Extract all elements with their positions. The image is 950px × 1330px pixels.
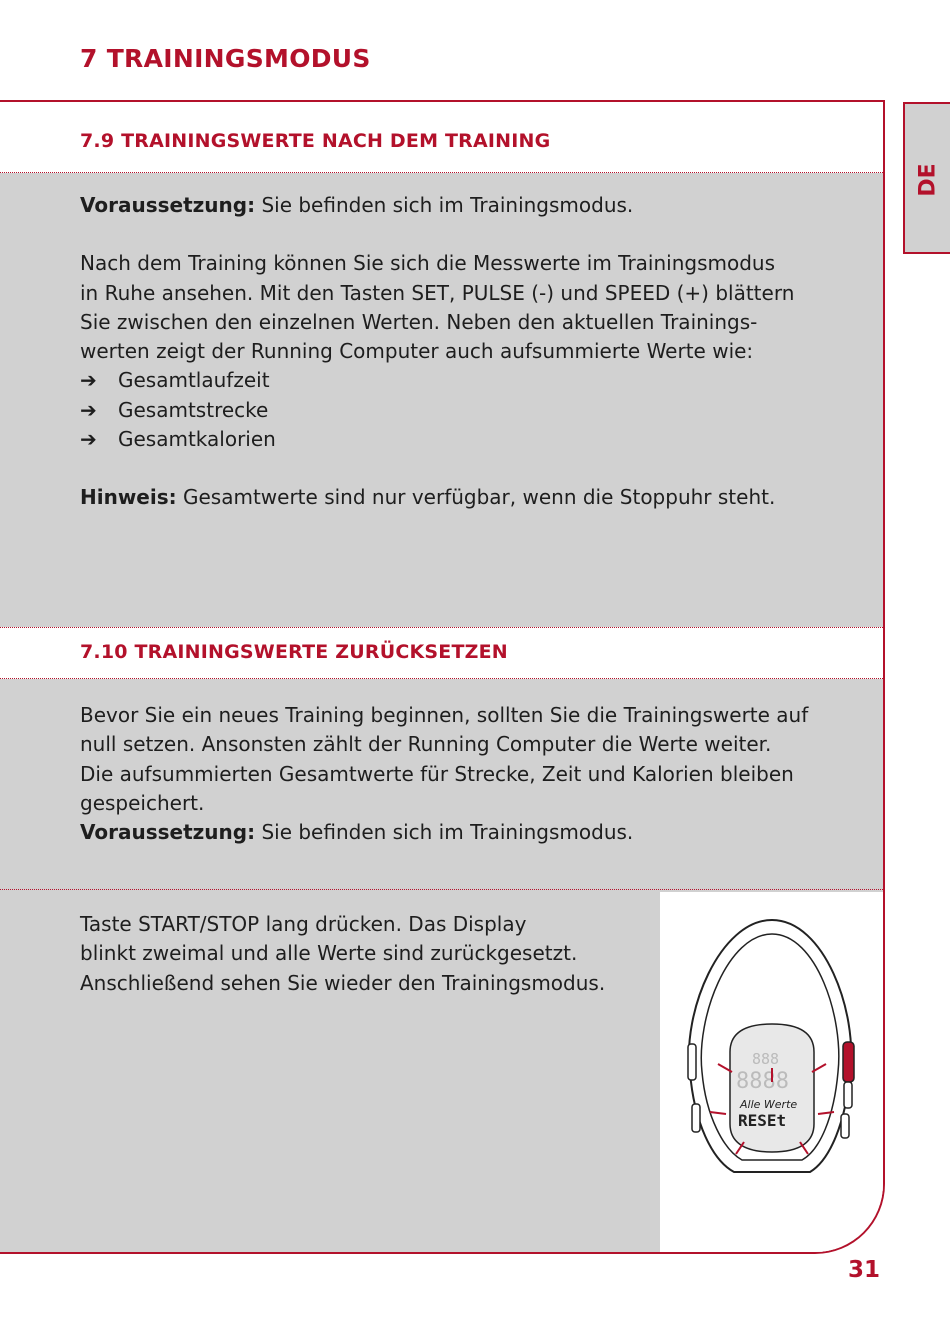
arrow-icon: ➔ (80, 397, 97, 422)
list-item: ➔ Gesamtlaufzeit (80, 366, 840, 395)
watch-icon (660, 892, 883, 1254)
body-line: Die aufsummierten Gesamtwerte für Strecke, Zeit und Kalorien bleiben (80, 761, 794, 786)
body-line: Bevor Sie ein neues Training beginnen, sollten Sie die Trainingswerte auf (80, 703, 809, 727)
prereq-text: Sie befinden sich im Trainingsmodus. (255, 193, 634, 217)
content-frame (0, 100, 885, 1254)
body-line: gespeichert. (80, 790, 205, 815)
display-main-digits: 8888 (736, 1069, 789, 1094)
watch-illustration (660, 892, 883, 1254)
section-header-7-9 (0, 102, 883, 173)
language-tab-label: DE (915, 163, 940, 197)
display-line1: Alle Werte (740, 1098, 798, 1111)
note-text: Gesamtwerte sind nur verfügbar, wenn die Stoppuhr steht. (176, 485, 776, 510)
section-heading: 7.9 TRAININGSWERTE NACH DEM TRAINING (80, 130, 551, 152)
language-tab[interactable] (903, 102, 950, 254)
page-number: 31 (848, 1257, 881, 1283)
start-stop-button (843, 1042, 854, 1082)
prereq-label: Voraussetzung: (80, 193, 256, 217)
chapter-title: 7 TRAININGSMODUS (80, 44, 371, 73)
intro-line: Nach dem Training können Sie sich die Messwerte im Trainingsmodus (80, 251, 776, 276)
display-line2: RESEt (738, 1111, 787, 1130)
prereq-text: Sie befinden sich im Trainingsmodus. (255, 820, 634, 845)
list-item: ➔ Gesamtkalorien (80, 425, 840, 454)
intro-line: in Ruhe ansehen. Mit den Tasten SET, PULSE (-) und SPEED (+) blättern (80, 280, 795, 305)
intro-line: Sie zwischen den einzelnen Werten. Neben den aktuellen Trainings- (80, 309, 758, 334)
instruction-text (80, 910, 640, 998)
body-line: null setzen. Ansonsten zählt der Running Computer die Werte weiter. (80, 732, 772, 757)
note-label: Hinweis: (80, 485, 177, 510)
instruction-line: blinkt zweimal und alle Werte sind zurückgesetzt. (80, 941, 578, 966)
prereq-label: Voraussetzung: (80, 820, 256, 845)
section-body-7-9 (0, 173, 883, 627)
section-body-7-10 (0, 679, 883, 889)
section-header-7-10 (0, 627, 883, 679)
arrow-icon: ➔ (80, 368, 97, 393)
arrow-icon: ➔ (80, 427, 97, 452)
instruction-line: Taste START/STOP lang drücken. Das Display (80, 912, 527, 936)
section1-text (80, 191, 840, 513)
intro-line: werten zeigt der Running Computer auch aufsummierte Werte wie: (80, 339, 754, 364)
list-item: ➔ Gesamtstrecke (80, 396, 840, 425)
section2-text (80, 701, 860, 847)
instruction-line: Anschließend sehen Sie wieder den Trainingsmodus. (80, 970, 606, 995)
display-top-digits: 888 (752, 1050, 780, 1068)
section-heading: 7.10 TRAININGSWERTE ZURÜCKSETZEN (80, 641, 508, 663)
